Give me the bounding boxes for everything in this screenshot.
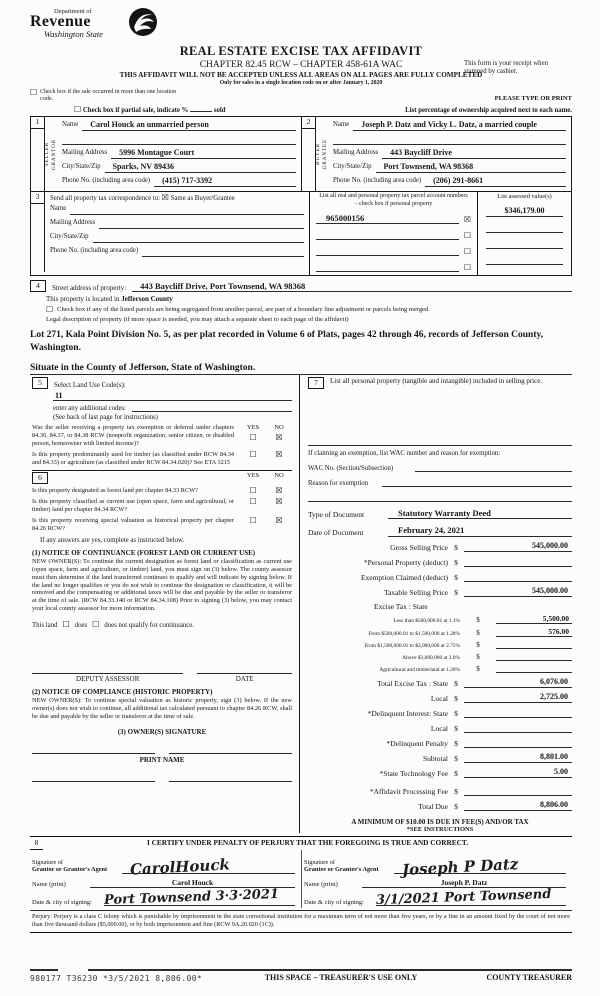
grantor-name-print-field[interactable]: Carol Houck: [90, 878, 295, 888]
s5-yes-header: YES: [246, 424, 260, 432]
perjury-notice: Perjury: Perjury is a class C felony which is punishable by imprisonment in the state correctional institution for a maximum term of not more than five years, or by a fine in an amount fixed by the court of not more than five thousand dollars ($5,000.00), or by both imprisonment and fine (RCW 9A.20.020 (1C)).: [30, 910, 572, 933]
gross-selling-price-field[interactable]: 545,000.00: [464, 541, 572, 552]
exemption-claimed-field[interactable]: [464, 571, 572, 582]
personal-property-blank-area[interactable]: [308, 389, 572, 441]
owner-print-name-field[interactable]: [169, 773, 292, 782]
legal-description-label: Legal description of property (if more space is needed, you may attach a separate sheet to each page of the affidavit): [46, 316, 349, 324]
seller-csz-field[interactable]: Sparks, NV 89436: [105, 163, 296, 173]
section-5-number: 5: [32, 377, 48, 389]
deputy-date-label: DATE: [235, 675, 254, 684]
grantor-signature: CarolHouck: [129, 855, 231, 879]
bracket-label: Agricultural and timberland at 1.28%: [379, 666, 460, 673]
owner-print-name-field[interactable]: [32, 773, 155, 782]
dollar-sign: $: [454, 572, 458, 582]
type-of-document-label: Type of Document: [308, 510, 365, 520]
land-does-not-checkbox[interactable]: ☐: [92, 620, 100, 630]
s5-question-2: Is this property predominantly used for timber (as classified under RCW 84.34 and 84.33) or agriculture (as classified under RCW 84.34.020)? See ETA 3215: [32, 450, 234, 466]
notice1-body: NEW OWNER(S): To continue the current designation as forest land or classification as current use (open space, farm and agriculture, or timber) land, you must sign on (3) below. The county assessor must then determine if the land transferred continues to qualify and will indicate by signing below. If the land no longer qualifies or you do not wish to continue the designation or classification, it will be removed and the compensating or additional taxes will be due and payable by the seller or transferor at the time of sale. (RCW 84.33.140 or RCW 84.34.108) Prior to signing (3) below, you may contact your local county assessor for more information.: [32, 557, 292, 613]
see-instructions-note: *SEE INSTRUCTIONS: [406, 825, 474, 833]
bracket-label: Above $3,000,000 at 3.0%: [402, 654, 460, 661]
dollar-sign: $: [476, 664, 480, 673]
section-1-number: 1: [31, 117, 44, 129]
assessed-value-field[interactable]: [486, 254, 563, 265]
seller-name-field[interactable]: Carol Houck an unmarried person: [82, 121, 296, 131]
parcel-number-field[interactable]: [316, 245, 459, 256]
partial-sale-suffix: sold: [213, 107, 226, 115]
owners-signature-label: (3) OWNER(S) SIGNATURE: [117, 728, 207, 737]
s6-q3-no-checkbox[interactable]: ☒: [275, 516, 283, 526]
buyer-role-label: BUYER: [315, 143, 322, 166]
section-7-number: 7: [308, 377, 324, 389]
parcel-numbers-column: [309, 192, 477, 275]
additional-codes-label: enter any additional codes:: [53, 405, 127, 413]
logo-dept-label: Department of: [54, 8, 92, 15]
this-land-label: This land: [32, 621, 58, 629]
date-of-document-label: Date of Document: [308, 527, 364, 537]
see-back-note: (See back of last page for instructions): [53, 414, 158, 422]
parcel-3-personal-checkbox[interactable]: ☐: [463, 247, 471, 257]
bracket-5-field[interactable]: [496, 664, 572, 673]
form-subtitle: CHAPTER 82.45 RCW – CHAPTER 458-61A WAC: [199, 60, 403, 70]
same-as-buyer-label: Same as Buyer/Grantee: [170, 195, 235, 203]
located-prefix: This property is located in: [46, 295, 120, 304]
s6-no-header: NO: [274, 472, 284, 480]
dor-swirl-icon: [126, 6, 160, 40]
deputy-assessor-date-field[interactable]: [197, 665, 292, 674]
personal-property-deduct-field[interactable]: [464, 556, 572, 567]
seller-csz-label: City/State/Zip: [62, 163, 101, 171]
corr-phone-field[interactable]: [142, 247, 304, 257]
total-row-label: *Delinquent Penalty: [386, 738, 448, 748]
notice2-body: NEW OWNER(S): To continue special valuation as historic property, sign (3) below. If the new owner(s) does not wish to continue, all additional tax calculated pursuant to chapter 84.26 RCW, shall be due and payable by the seller or transferor at the time of sale.: [32, 697, 292, 721]
exemption-reason-field[interactable]: [382, 477, 572, 487]
state-technology-fee-field[interactable]: 5.00: [464, 767, 572, 778]
grantor-agent-label: Grantor or Grantor's Agent: [32, 866, 108, 874]
parcel-header: List all real and personal property tax parcel account numbers: [319, 193, 468, 200]
correspondence-section: [31, 192, 571, 275]
parcel-number-field[interactable]: [316, 261, 459, 272]
cashier-stamp: 980177 T36230 *3/5/2021 8,806.00*: [30, 973, 203, 983]
s6-q3-yes-checkbox[interactable]: ☐: [249, 516, 257, 526]
s5-q2-no-checkbox[interactable]: ☒: [275, 449, 283, 459]
dollar-sign: $: [454, 557, 458, 567]
dollar-sign: $: [476, 615, 480, 624]
if-yes-note: If any answers are yes, complete as instructed below.: [40, 536, 185, 544]
taxable-selling-price-field[interactable]: 545,000.00: [464, 586, 572, 597]
affidavit-processing-fee-field[interactable]: [464, 785, 572, 796]
total-row-label: Subtotal: [422, 753, 448, 763]
s6-q2-no-checkbox[interactable]: ☒: [275, 497, 283, 507]
bracket-1-field[interactable]: 5,500.00: [496, 614, 572, 624]
buyer-mailing-field[interactable]: 443 Baycliff Drive: [382, 149, 566, 159]
notice1-title: (1) NOTICE OF CONTINUANCE (FOREST LAND OR CURRENT USE): [32, 548, 256, 557]
bracket-label: From $1,500,000.01 to $3,000,000 at 2.75%: [364, 642, 460, 649]
grantor-date-city-field[interactable]: [103, 886, 295, 908]
buyer-section: [301, 117, 571, 191]
single-location-note: Only for sales in a single location code on or after January 1, 2020: [219, 80, 383, 86]
subtotal-field[interactable]: 8,801.00: [464, 752, 572, 763]
grantor-signature-block: [30, 850, 301, 908]
tax-column: [300, 375, 572, 833]
corr-mailing-label: Mailing Address: [50, 219, 96, 227]
personal-property-label: List all personal property (tangible and intangible) included in selling price.: [330, 377, 543, 386]
minimum-due-note: A MINIMUM OF $10.00 IS DUE IN FEE(S) AND/OR TAX: [351, 817, 529, 826]
located-county: Jefferson County: [121, 295, 173, 304]
taxable-selling-price-label: Taxable Selling Price: [383, 587, 448, 597]
deputy-assessor-label: DEPUTY ASSESSOR: [76, 675, 140, 684]
street-address-field[interactable]: 443 Baycliff Drive, Port Townsend, WA 98368: [132, 282, 572, 292]
dollar-sign: $: [476, 640, 480, 649]
bracket-4-field[interactable]: [496, 652, 572, 661]
grantee-signature-block: [301, 850, 572, 908]
certification-section: [30, 836, 572, 933]
s5-q1-no-checkbox[interactable]: ☒: [275, 433, 283, 443]
wac-number-field[interactable]: [415, 462, 572, 472]
grantee-name-print-field[interactable]: Joseph P. Datz: [362, 878, 566, 888]
total-row-label: *State Technology Fee: [379, 768, 448, 778]
delinquent-penalty-field[interactable]: [464, 737, 572, 748]
dollar-sign: $: [476, 652, 480, 661]
section-3-number: 3: [31, 192, 44, 204]
dollar-sign: $: [454, 587, 458, 597]
dollar-sign: $: [454, 678, 458, 688]
seller-phone-label: Phone No. (including area code): [62, 177, 151, 185]
form-title: REAL ESTATE EXCISE TAX AFFIDAVIT: [179, 44, 423, 58]
partial-sale-percent-field[interactable]: [190, 104, 212, 112]
multi-location-label: Check box if the sale occurred in more than one location code.: [40, 89, 177, 103]
buyer-phone-field[interactable]: (206) 291-8661: [425, 177, 566, 187]
does-not-label: does not qualify for continuance.: [104, 621, 194, 629]
seller-name-extra-field[interactable]: [62, 135, 296, 145]
buyer-phone-label: Phone No. (including area code): [333, 177, 422, 185]
partial-sale-label: Check box if partial sale, indicate %: [82, 107, 189, 115]
treasurer-space-label: THIS SPACE – TREASURER'S USE ONLY: [264, 972, 418, 982]
dor-logo: [30, 8, 190, 52]
total-row-label: Local: [430, 693, 448, 703]
dollar-sign: $: [454, 708, 458, 718]
total-row-label: Total Excise Tax : State: [377, 678, 448, 688]
delinquent-interest-local-field[interactable]: [464, 722, 572, 733]
dollar-sign: $: [454, 768, 458, 778]
corr-csz-label: City/State/Zip: [50, 233, 89, 241]
total-row-label: *Affidavit Processing Fee: [369, 786, 448, 796]
grantor-role-label: GRANTOR: [50, 138, 57, 170]
dollar-sign: $: [476, 628, 480, 637]
s6-q1-yes-checkbox[interactable]: ☐: [249, 486, 257, 496]
seller-role-label: SELLER: [44, 142, 51, 167]
dollar-sign: $: [454, 786, 458, 796]
segregated-label: Check box if any of the listed parcels are being segregated from another parcel, are part of a boundary line adjustment or parcels being merged.: [57, 306, 430, 314]
seller-phone-field[interactable]: (415) 717-3392: [154, 177, 296, 187]
corr-csz-field[interactable]: [93, 233, 304, 243]
seller-mailing-label: Mailing Address: [62, 149, 108, 157]
s6-yes-header: YES: [246, 472, 260, 480]
situate-line: Situate in the County of Jefferson, State of Washington.: [30, 363, 572, 375]
grantee-signature: Joseph P Datz: [401, 854, 519, 879]
seller-name-label: Name: [62, 121, 79, 129]
does-label: does: [74, 621, 88, 629]
corr-phone-label: Phone No. (including area code): [50, 247, 139, 255]
grantee-date-city-handwriting: 3/1/2021 Port Townsend: [375, 886, 552, 908]
form-header: [30, 8, 572, 86]
total-excise-state-field[interactable]: 6,076.00: [464, 677, 572, 688]
date-of-document-field[interactable]: February 24, 2021: [388, 526, 572, 536]
segregated-checkbox[interactable]: ☐: [46, 305, 54, 315]
gross-selling-price-label: Gross Selling Price: [390, 542, 448, 552]
type-of-document-field[interactable]: Statutory Warranty Deed: [388, 509, 572, 519]
buyer-csz-field[interactable]: Port Townsend, WA 98368: [376, 163, 566, 173]
grantor-name-print-label: Name (print): [32, 880, 66, 888]
owner-signature-field[interactable]: [32, 745, 155, 754]
dollar-sign: $: [454, 753, 458, 763]
dollar-sign: $: [454, 801, 458, 811]
grantee-name-print-label: Name (print): [304, 880, 338, 888]
s5-q2-yes-checkbox[interactable]: ☐: [249, 449, 257, 459]
total-row-label: Local: [430, 723, 448, 733]
street-address-label: Street address of property:: [52, 284, 127, 293]
buyer-csz-label: City/State/Zip: [333, 163, 372, 171]
treasurer-strip: [30, 969, 572, 985]
owner-signature-field[interactable]: [169, 745, 292, 754]
parcel-2-personal-checkbox[interactable]: ☐: [463, 231, 471, 241]
logo-revenue-label: Revenue: [30, 13, 91, 30]
multi-location-checkbox[interactable]: ☐: [30, 88, 38, 97]
ownership-note: List percentage of ownership acquired next to each name.: [405, 107, 572, 115]
grantee-date-city-field[interactable]: [375, 886, 566, 908]
exemption-claimed-label: Exemption Claimed (deduct): [360, 572, 448, 582]
dollar-sign: $: [454, 723, 458, 733]
section-2-number: 2: [302, 117, 315, 129]
s5-question-1: Was the seller receiving a property tax exemption or deferral under chapters 84.36, 84.37, or 84.38 RCW (nonprofit organization, senior citizen, or disabled person, homeowner with limited income)?: [32, 424, 234, 447]
same-as-buyer-checkbox[interactable]: ☒: [161, 193, 169, 203]
corr-name-label: Name: [50, 205, 67, 213]
bracket-2-field[interactable]: 576.00: [496, 627, 572, 637]
total-row-label: Total Due: [418, 801, 448, 811]
grantee-agent-label: Grantee or Grantee's Agent: [304, 866, 379, 874]
parcel-number-field[interactable]: 965000156: [316, 213, 459, 224]
corr-name-field[interactable]: [70, 205, 304, 215]
total-row-label: *Delinquent Interest: State: [367, 708, 448, 718]
grantee-role-label: GRANTEE: [321, 139, 328, 170]
bracket-label: Less than $500,000.01 at 1.1%: [393, 617, 460, 624]
assessed-value-field[interactable]: $346,179.00: [486, 206, 563, 217]
section-8-number: 8: [30, 838, 43, 850]
buyer-name-field[interactable]: Joseph P. Datz and Vicky L. Datz, a married couple: [353, 121, 566, 131]
land-use-column: [30, 375, 300, 833]
s6-q2-yes-checkbox[interactable]: ☐: [249, 497, 257, 507]
bracket-3-field[interactable]: [496, 640, 572, 649]
print-name-label: PRINT NAME: [139, 756, 185, 765]
receipt-note: This form is your receipt when stamped by cashier.: [464, 60, 548, 76]
s5-q1-yes-checkbox[interactable]: ☐: [249, 433, 257, 443]
section-6-number: 6: [32, 472, 48, 484]
land-use-code-field[interactable]: 11: [53, 391, 292, 401]
dollar-sign: $: [454, 738, 458, 748]
legal-description: Lot 271, Kala Point Division No. 5, as per plat recorded in Volume 6 of Plats, pages 42 through 46, records of Jefferson County, Washington.: [30, 330, 544, 353]
partial-sale-checkbox[interactable]: ☐: [74, 105, 82, 115]
grantee-date-city-label: Date & city of signing:: [304, 898, 364, 906]
signature-of-label: Signature of: [32, 858, 63, 866]
parcel-number-field[interactable]: [316, 229, 459, 240]
grantor-date-city-label: Date & city of signing:: [32, 898, 92, 906]
assessed-header: List assessed value(s): [497, 193, 552, 201]
logo-state-label: Washington State: [44, 28, 103, 39]
dollar-sign: $: [454, 693, 458, 703]
section-6: [32, 470, 292, 782]
signature-of-label: Signature of: [304, 858, 335, 866]
grantor-date-city-handwriting: Port Townsend 3·3·2021: [103, 886, 280, 908]
s6-question-1: Is this property designated as forest land per chapter 84.33 RCW?: [32, 487, 198, 495]
assessed-values-column: [477, 192, 571, 275]
buyer-mailing-label: Mailing Address: [333, 149, 379, 157]
grantor-signature-field[interactable]: [122, 850, 295, 879]
grantee-signature-field[interactable]: [394, 850, 566, 879]
street-address-section: [30, 280, 572, 292]
bracket-label: From $500,000.01 to $1,500,000 at 1.28%: [368, 630, 460, 637]
parties-box: [30, 116, 572, 276]
buyer-name-extra-field[interactable]: [333, 135, 566, 145]
parcel-1-personal-checkbox[interactable]: ☒: [463, 215, 471, 225]
certify-statement: I CERTIFY UNDER PENALTY OF PERJURY THAT THE FOREGOING IS TRUE AND CORRECT.: [146, 837, 469, 847]
s5-no-header: NO: [274, 424, 284, 432]
section-4-number: 4: [30, 280, 46, 292]
parcel-header-2: – check box if personal property: [354, 200, 433, 207]
please-type-note: PLEASE TYPE OR PRINT: [494, 95, 572, 102]
parcel-4-personal-checkbox[interactable]: ☐: [463, 263, 471, 273]
exemption-note: If claiming an exemption, list WAC number and reason for exemption:: [308, 450, 501, 458]
corr-mailing-field[interactable]: [99, 219, 304, 229]
exemption-reason-extra-field[interactable]: [308, 492, 572, 502]
delinquent-interest-state-field[interactable]: [464, 707, 572, 718]
reason-label: Reason for exemption: [308, 480, 369, 488]
assessed-value-field[interactable]: [486, 238, 563, 249]
assessed-value-field[interactable]: [486, 222, 563, 233]
dollar-sign: $: [454, 542, 458, 552]
total-excise-local-field[interactable]: 2,725.00: [464, 692, 572, 703]
excise-tax-state-header: Excise Tax : State: [374, 601, 428, 611]
s6-question-2: Is this property classified as current use (open space, farm and agricultural, or timber) land per chapter 84.34 RCW?: [32, 498, 234, 514]
additional-codes-field[interactable]: [132, 403, 292, 412]
land-use-label: Select Land Use Code(s):: [54, 381, 126, 390]
send-correspondence-label: Send all property tax correspondence to:: [50, 195, 161, 203]
buyer-name-label: Name: [333, 121, 350, 129]
personal-property-deduct-label: *Personal Property (deduct): [363, 557, 448, 567]
county-treasurer-label: COUNTY TREASURER: [486, 972, 572, 982]
form-warning: THIS AFFIDAVIT WILL NOT BE ACCEPTED UNLESS ALL AREAS ON ALL PAGES ARE FULLY COMPLETED: [119, 71, 483, 79]
wac-label: WAC No. (Section/Subsection): [308, 465, 394, 473]
total-due-field[interactable]: 8,806.00: [464, 800, 572, 811]
seller-section: [31, 117, 301, 191]
deputy-assessor-signature-field[interactable]: [32, 665, 183, 674]
s6-q1-no-checkbox[interactable]: ☒: [275, 486, 283, 496]
seller-mailing-field[interactable]: 5996 Montague Court: [111, 149, 296, 159]
notice2-title: (2) NOTICE OF COMPLIANCE (HISTORIC PROPERTY): [32, 688, 213, 697]
s6-question-3: Is this property receiving special valuation as historical property per chapter 84.26 RCW?: [32, 517, 234, 532]
land-does-checkbox[interactable]: ☐: [62, 620, 70, 630]
